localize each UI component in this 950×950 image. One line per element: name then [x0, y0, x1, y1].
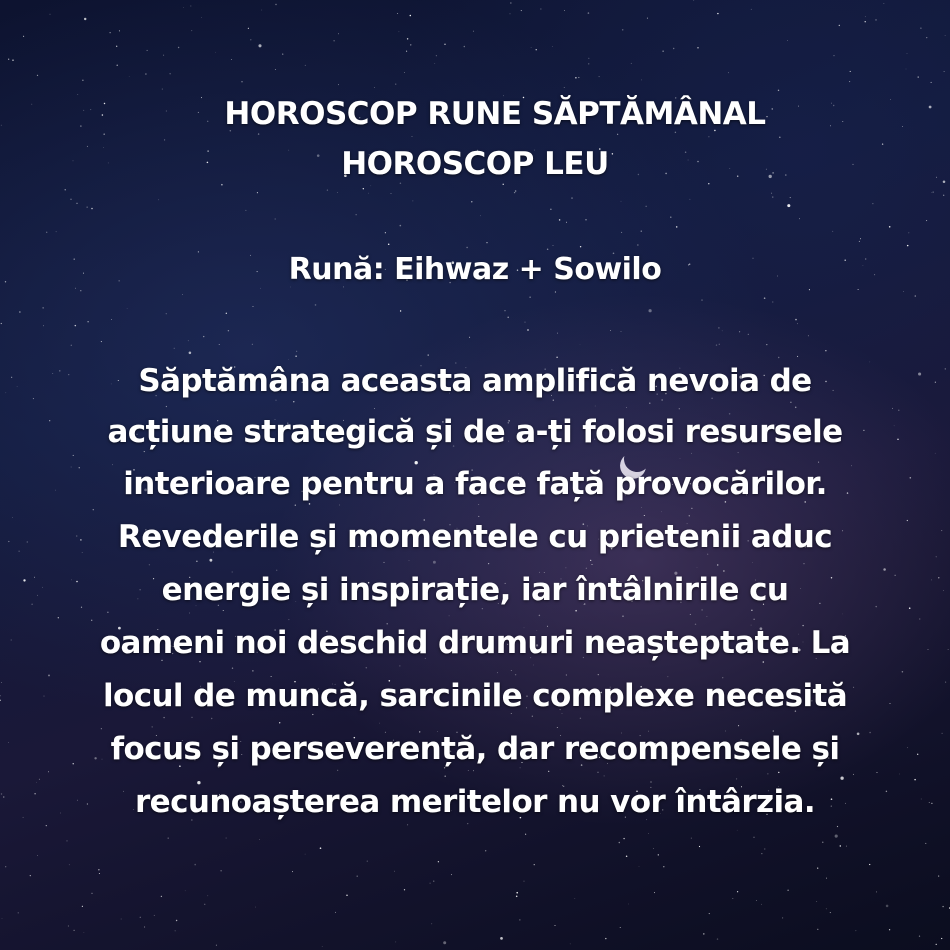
rune-label: Rună: Eihwaz + Sowilo [288, 252, 662, 287]
text-line: oameni noi deschid drumuri neașteptate. La [99, 625, 851, 661]
page-title: HOROSCOP RUNE SĂPTĂMÂNAL [224, 96, 766, 132]
text-line: focus și perseverență, dar recompensele și [110, 731, 840, 767]
text-line: Săptămâna aceasta amplifică nevoia de [138, 363, 812, 399]
text-line: acțiune strategică și de a-ți folosi resursele [107, 414, 843, 450]
text-line: interioare pentru a face față provocărilor. [123, 466, 827, 502]
text-line: Revederile și momentele cu prietenii aduc [117, 519, 833, 555]
text-line: recunoașterea meritelor nu vor întârzia. [134, 784, 816, 820]
text-line: locul de muncă, sarcinile complexe necesită [102, 678, 848, 714]
text-line: energie și inspirație, iar întâlnirile cu [161, 572, 789, 608]
page-subtitle: HOROSCOP LEU [341, 146, 609, 182]
